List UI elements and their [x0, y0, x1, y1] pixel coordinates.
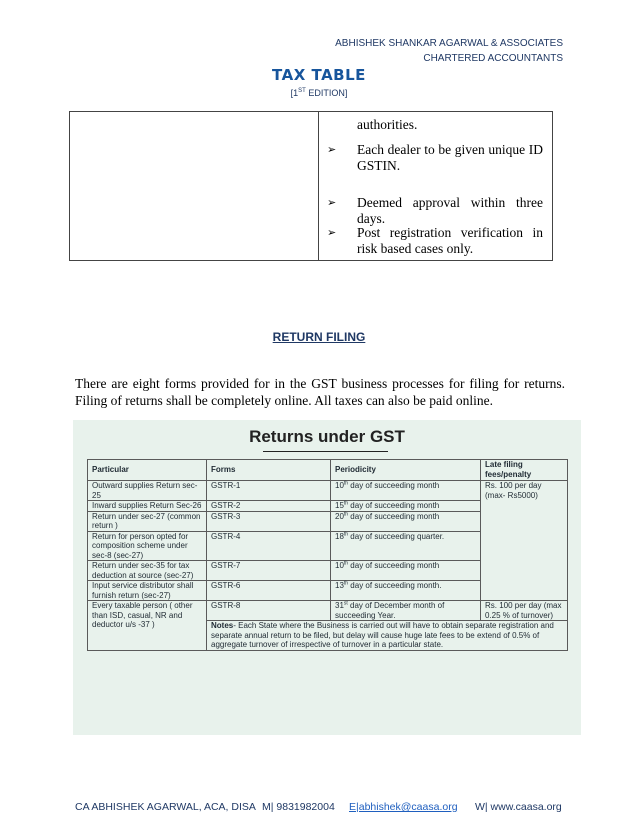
- penalty-cell: [481, 511, 568, 531]
- particular-cell: Outward supplies Return sec-25: [88, 481, 207, 501]
- continued-text: authorities.: [357, 117, 418, 132]
- continued-table: authorities. ➢ Each dealer to be given unique ID GSTIN. ➢ Deemed approval within three days. ➢ Post registration verification in risk based cases only.: [69, 111, 553, 261]
- table-row: [88, 511, 568, 531]
- notes-cell: [207, 621, 568, 651]
- arrow-bullet-icon: ➢: [327, 144, 337, 156]
- form-cell: GSTR-7: [207, 561, 331, 581]
- table-row: [88, 501, 568, 512]
- periodicity-cell: 15th day of succeeding month: [331, 501, 481, 512]
- table-header-row: [88, 460, 568, 481]
- title-underline: [263, 451, 388, 452]
- periodicity-cell: 13th day of succeeding month.: [331, 581, 481, 601]
- form-cell: GSTR-1: [207, 481, 331, 501]
- returns-table: [87, 459, 568, 651]
- periodicity-cell: 31st day of December month of succeeding Year.: [331, 601, 481, 621]
- footer-email-link[interactable]: E|abhishek@caasa.org: [349, 801, 458, 813]
- footer-mobile: M| 9831982004: [262, 801, 335, 813]
- penalty-cell: [481, 501, 568, 512]
- form-cell: GSTR-2: [207, 501, 331, 512]
- footer-name: CA ABHISHEK AGARWAL, ACA, DISA: [75, 801, 256, 813]
- table-row: [88, 581, 568, 601]
- column-header: Late filing fees/penalty: [481, 460, 568, 481]
- firm-name: ABHISHEK SHANKAR AGARWAL & ASSOCIATES: [335, 38, 563, 49]
- periodicity-cell: 20th day of succeeding month: [331, 511, 481, 531]
- table-column-divider: [318, 112, 319, 260]
- particular-cell: Every taxable person ( other than ISD, casual, NR and deductor u/s -37 ): [88, 601, 207, 651]
- form-cell: GSTR-8: [207, 601, 331, 621]
- notes-label: Notes: [211, 621, 234, 630]
- form-cell: GSTR-6: [207, 581, 331, 601]
- table-row: [88, 481, 568, 501]
- column-header: Forms: [207, 460, 331, 481]
- particular-cell: Return under sec-35 for tax deduction at source (sec-27): [88, 561, 207, 581]
- particular-cell: Return under sec-27 (common return ): [88, 511, 207, 531]
- table-row: [88, 531, 568, 561]
- footer-website[interactable]: W| www.caasa.org: [475, 801, 562, 813]
- form-cell: GSTR-4: [207, 531, 331, 561]
- penalty-cell: [481, 531, 568, 561]
- notes-text: - Each State where the Business is carried out will have to obtain separate registration and separate annual return to be filed, but delay will cause huge late fees to be extend of 0.5% of aggregate turnover of irrespective of turnover in a particular state.: [211, 621, 554, 649]
- particular-cell: Inward supplies Return Sec-26: [88, 501, 207, 512]
- table-row: [88, 601, 568, 621]
- firm-designation: CHARTERED ACCOUNTANTS: [423, 53, 563, 64]
- penalty-cell: [481, 581, 568, 601]
- particular-cell: Input service distributor shall furnish return (sec-27): [88, 581, 207, 601]
- returns-under-gst-image: [73, 420, 581, 735]
- section-heading: RETURN FILING: [272, 330, 366, 344]
- form-cell: GSTR-3: [207, 511, 331, 531]
- periodicity-cell: 10th day of succeeding month: [331, 561, 481, 581]
- penalty-cell: Rs. 100 per day (max 0.25 % of turnover): [481, 601, 568, 621]
- particular-cell: Return for person opted for composition scheme under sec-8 (sec-27): [88, 531, 207, 561]
- table-row: [88, 561, 568, 581]
- column-header: Particular: [88, 460, 207, 481]
- image-title: Returns under GST: [249, 427, 405, 446]
- penalty-cell: Rs. 100 per day (max- Rs5000): [481, 481, 568, 501]
- page-title: TAX TABLE: [272, 66, 366, 84]
- arrow-bullet-icon: ➢: [327, 197, 337, 209]
- arrow-bullet-icon: ➢: [327, 227, 337, 239]
- intro-paragraph: There are eight forms provided for in the GST business processes for filing for returns. Filing of returns shall be completely online. All taxes can also be paid online.: [75, 376, 565, 408]
- edition-label: [1ST EDITION]: [290, 88, 348, 98]
- penalty-cell: [481, 561, 568, 581]
- column-header: Periodicity: [331, 460, 481, 481]
- periodicity-cell: 10th day of succeeding month: [331, 481, 481, 501]
- periodicity-cell: 18th day of succeeding quarter.: [331, 531, 481, 561]
